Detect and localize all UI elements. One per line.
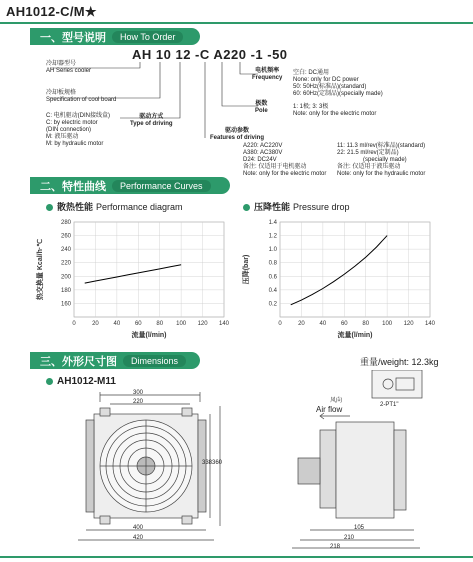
dim-bottom-outer: 420 xyxy=(133,535,144,541)
bullet-icon xyxy=(46,204,53,211)
bullet-icon xyxy=(243,204,250,211)
y-tick-label: 180 xyxy=(60,287,71,294)
x-tick-label: 120 xyxy=(197,321,208,327)
x-tick-label: 80 xyxy=(362,321,370,327)
y-tick-label: 0.6 xyxy=(268,274,277,281)
x-tick-label: 100 xyxy=(176,321,187,327)
airflow-label-cn: 风向 xyxy=(330,398,343,404)
y-axis-label: 热交换量 Kcal/h·℃ xyxy=(37,238,44,301)
y-tick-label: 0.8 xyxy=(268,260,277,267)
bottom-divider xyxy=(0,556,473,558)
y-tick-label: 1.0 xyxy=(268,247,277,254)
section-title-cn: 二、特性曲线 xyxy=(40,180,106,193)
pole-values: 1: 1极; 3: 3极 Note: only for the electric motor xyxy=(293,104,377,117)
order-code: AH 10 12 -C A220 -1 -50 xyxy=(132,47,288,62)
x-tick-label: 40 xyxy=(113,321,121,327)
frequency-label: 电机频率 Frequency xyxy=(252,68,283,81)
y-tick-label: 220 xyxy=(60,260,71,267)
x-tick-label: 100 xyxy=(382,321,393,327)
y-tick-label: 1.4 xyxy=(268,220,277,226)
y-tick-label: 280 xyxy=(60,220,71,226)
weight-label: 重量/weight: 12.3kg xyxy=(360,357,439,367)
model-heading: AH1012-M11 xyxy=(46,376,116,387)
x-tick-label: 140 xyxy=(218,321,230,327)
x-tick-label: 80 xyxy=(156,321,164,327)
x-axis-label: 流量(l/min) xyxy=(131,332,167,339)
y-tick-label: 200 xyxy=(60,274,71,281)
x-tick-label: 60 xyxy=(134,321,142,327)
pole-label: 极数 Pole xyxy=(255,101,268,114)
airflow-label-en: Air flow xyxy=(316,405,343,414)
section-title-en: How To Order xyxy=(112,31,183,43)
dim-side-2: 210 xyxy=(344,535,355,541)
drive-params-electric: A220: AC220V A380: AC380V D24: DC24V 备注: 仅适用于电机驱动 Note: only for the electric motor xyxy=(243,143,327,177)
section-title-en: Performance Curves xyxy=(112,180,211,192)
dim-height-inner: 338 xyxy=(202,460,213,466)
dim-side-3: 218 xyxy=(330,544,341,550)
section-title-cn: 一、型号说明 xyxy=(40,31,106,44)
section-title-en: Dimensions xyxy=(123,355,186,367)
plot-area xyxy=(74,222,224,317)
series-label: 冷却器型号 AH Series cooler xyxy=(46,61,92,74)
dim-height-outer: 360 xyxy=(212,460,223,466)
bullet-icon xyxy=(46,378,53,385)
dim-bottom-inner: 400 xyxy=(133,525,144,531)
board-label: 冷却板规格 Specification of cool board xyxy=(46,90,117,103)
x-tick-label: 40 xyxy=(319,321,327,327)
y-tick-label: 240 xyxy=(60,247,71,254)
drive-type-label: 驱动方式 Type of driving xyxy=(130,114,173,127)
port-label: 2-PT1" xyxy=(380,402,399,408)
x-tick-label: 120 xyxy=(403,321,414,327)
x-tick-label: 0 xyxy=(72,321,76,327)
x-tick-label: 60 xyxy=(340,321,348,327)
side-view-drawing xyxy=(280,370,460,555)
drive-params-label: 驱动参数 Features of driving xyxy=(210,128,265,141)
frequency-values: 空白: DC通用 None: only for DC power 50: 50Hz(标准品)(standard) 60: 60Hz(定制品)(specially made) xyxy=(293,70,383,97)
y-tick-label: 1.2 xyxy=(268,233,277,240)
y-tick-label: 0.4 xyxy=(268,287,277,294)
y-tick-label: 0.2 xyxy=(268,301,277,308)
top-divider xyxy=(0,22,473,24)
y-tick-label: 160 xyxy=(60,301,71,308)
y-axis-label: 压降(bar) xyxy=(243,254,250,285)
dim-top-inner: 220 xyxy=(133,399,144,405)
section-header-order xyxy=(30,28,200,45)
x-tick-label: 140 xyxy=(424,321,436,327)
drive-options: C: 电机驱动(DIN接线盒) C: by electric motor (DIN connection) M: 液压驱动 M: by hydraulic motor xyxy=(46,113,110,147)
y-tick-label: 260 xyxy=(60,233,71,240)
dim-top-outer: 300 xyxy=(133,390,144,396)
section-header-dims xyxy=(30,352,200,369)
front-view-drawing xyxy=(70,390,230,550)
section-header-curves xyxy=(30,177,230,194)
dim-side-1: 105 xyxy=(354,525,365,531)
page-title: AH1012-C/M★ xyxy=(6,4,97,19)
drive-params-hydraulic: 11: 11.3 ml/rev(标准品)(standard) 22: 21.5 ml/rev(定制品) (specially made) 备注: 仅适用于液压驱动 Note: only for the hydraulic motor xyxy=(337,143,426,177)
x-tick-label: 20 xyxy=(298,321,305,327)
performance-chart xyxy=(30,212,235,344)
pressure-chart xyxy=(236,212,441,344)
x-tick-label: 20 xyxy=(92,321,99,327)
x-tick-label: 0 xyxy=(278,321,282,327)
chart1-title: 散热性能 Performance diagram xyxy=(46,200,183,213)
plot-area xyxy=(280,222,430,317)
chart2-title: 压降性能 Pressure drop xyxy=(243,200,350,213)
section-title-cn: 三、外形尺寸图 xyxy=(40,355,117,368)
x-axis-label: 流量(l/min) xyxy=(337,332,373,339)
